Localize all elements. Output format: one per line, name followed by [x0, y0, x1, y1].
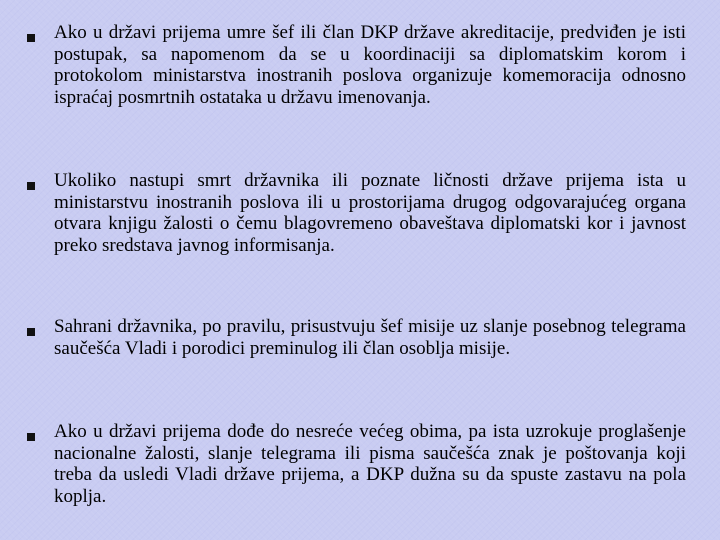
square-bullet-icon — [27, 433, 35, 441]
bullet-text: Sahrani državnika, po pravilu, prisustvuju šef misije uz slanje posebnog telegrama saučešća Vladi i porodici preminulog ili član osoblja misije. — [54, 316, 686, 359]
bullet-text: Ako u državi prijema umre šef ili član DKP države akreditacije, predviđen je isti postupak, sa napomenom da se u koordinaciji sa diplomatskim korom i protokolom ministarstva inostranih poslova organizuje komemoracija odnosno ispraćaj posmrtnih ostataka u državu imenovanja. — [54, 22, 686, 108]
square-bullet-icon — [27, 34, 35, 42]
square-bullet-icon — [27, 328, 35, 336]
bullet-text: Ako u državi prijema dođe do nesreće većeg obima, pa ista uzrokuje proglašenje nacionalne žalosti, slanje telegrama ili pisma saučešća znak je poštovanja koji treba da usledi Vladi države prijema, a DKP dužna su da spuste zastavu na pola koplja. — [54, 421, 686, 507]
bullet-text: Ukoliko nastupi smrt državnika ili poznate ličnosti države prijema ista u ministarstvu inostranih poslova ili u prostorijama drugog odgovarajućeg organa otvara knjigu žalosti o čemu blagovremeno obaveštava diplomatski kor i javnost preko sredstava javnog informisanja. — [54, 170, 686, 256]
square-bullet-icon — [27, 182, 35, 190]
